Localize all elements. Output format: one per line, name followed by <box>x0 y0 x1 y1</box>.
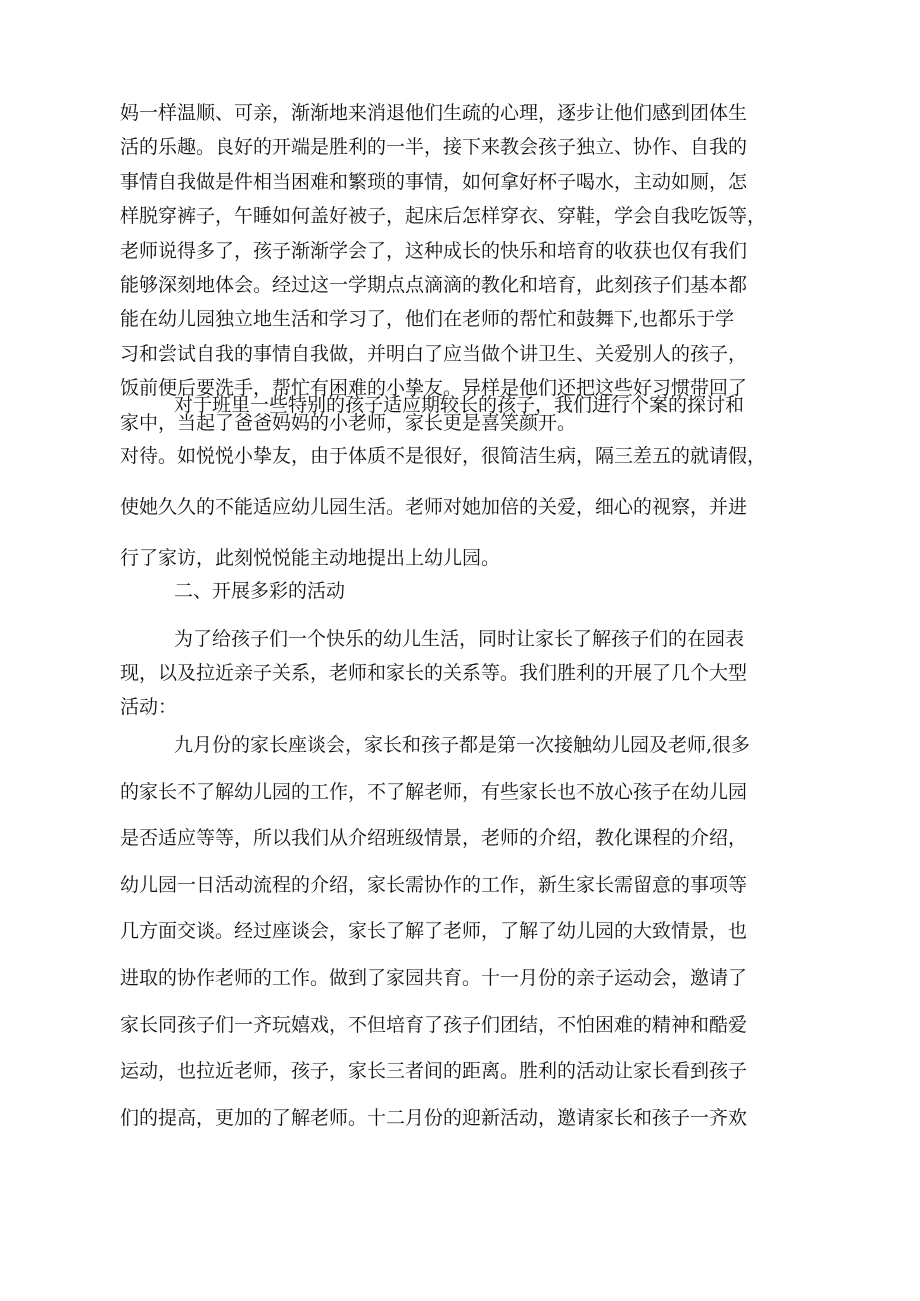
text-line: 能够深刻地体会。经过这一学期点点滴滴的教化和培育，此刻孩子们基本都 <box>120 274 748 297</box>
text-line: 是否适应等等，所以我们从介绍班级情景，老师的介绍，教化课程的介绍， <box>120 827 748 850</box>
text-line: 对于班里一些特别的孩子适应期较长的孩子，我们进行个案的探讨和 <box>174 394 745 416</box>
text-line: 进取的协作老师的工作。做到了家园共育。十一月份的亲子运动会，邀请了 <box>120 966 748 989</box>
text-line: 使她久久的不能适应幼儿园生活。老师对她加倍的关爱，细心的视察，并进 <box>120 496 748 518</box>
text-line: 运动，也拉近老师，孩子，家长三者间的距离。胜利的活动让家长看到孩子 <box>120 1060 748 1083</box>
paragraph-2 <box>120 380 800 584</box>
text-line: 九月份的家长座谈会，家长和孩子都是第一次接触幼儿园及老师,很多 <box>174 734 751 756</box>
text-line: 活的乐趣。良好的开端是胜利的一半，接下来教会孩子独立、协作、自我的 <box>120 136 748 159</box>
paragraph-3 <box>120 622 800 724</box>
text-line: 老师说得多了，孩子渐渐学会了，这种成长的快乐和培育的收获也仅有我们 <box>120 239 748 262</box>
text-line: 事情自我做是件相当困难和繁琐的事情，如何拿好杯子喝水，主动如厕，怎 <box>120 170 748 193</box>
section-heading <box>120 574 800 608</box>
heading-text: 二、开展多彩的活动 <box>174 580 346 602</box>
text-line: 活动： <box>120 696 178 718</box>
text-line: 习和尝试自我的事情自我做，并明白了应当做个讲卫生、关爱别人的孩子， <box>120 342 748 365</box>
text-line: 的家长不了解幼儿园的工作，不了解老师，有些家长也不放心孩子在幼儿园 <box>120 780 748 803</box>
text-line: 为了给孩子们一个快乐的幼儿生活，同时让家长了解孩子们的在园表 <box>174 628 745 650</box>
text-line: 几方面交谈。经过座谈会，家长了解了老师，了解了幼儿园的大致情景，也 <box>120 920 748 943</box>
text-line: 们的提高，更加的了解老师。十二月份的迎新活动，邀请家长和孩子一齐欢 <box>120 1106 748 1129</box>
text-line: 样脱穿裤子，午睡如何盖好被子，起床后怎样穿衣、穿鞋，学会自我吃饭等， <box>120 205 767 228</box>
text-line: 饭前便后要洗手，帮忙有困难的小挚友。异样是他们还把这些好习惯带回了 <box>120 377 748 400</box>
text-line: 行了家访，此刻悦悦能主动地提出上幼儿园。 <box>120 547 501 569</box>
text-line: 对待。如悦悦小挚友，由于体质不是很好，很简洁生病，隔三差五的就请假， <box>120 445 767 467</box>
text-line: 家中，当起了爸爸妈妈的小老师，家长更是喜笑颜开。 <box>120 411 577 434</box>
text-line: 幼儿园一日活动流程的介绍，家长需协作的工作，新生家长需留意的事项等 <box>120 873 748 896</box>
paragraph-4 <box>120 722 800 1141</box>
text-line: 现，以及拉近亲子关系，老师和家长的关系等。我们胜利的开展了几个大型 <box>120 662 748 684</box>
text-line: 能在幼儿园独立地生活和学习了，他们在老师的帮忙和鼓舞下,也都乐于学 <box>120 308 735 331</box>
text-line: 妈一样温顺、可亲，渐渐地来消退他们生疏的心理，逐步让他们感到团体生 <box>120 102 748 124</box>
text-line: 家长同孩子们一齐玩嬉戏，不但培育了孩子们团结，不怕困难的精神和酷爱 <box>120 1013 748 1036</box>
